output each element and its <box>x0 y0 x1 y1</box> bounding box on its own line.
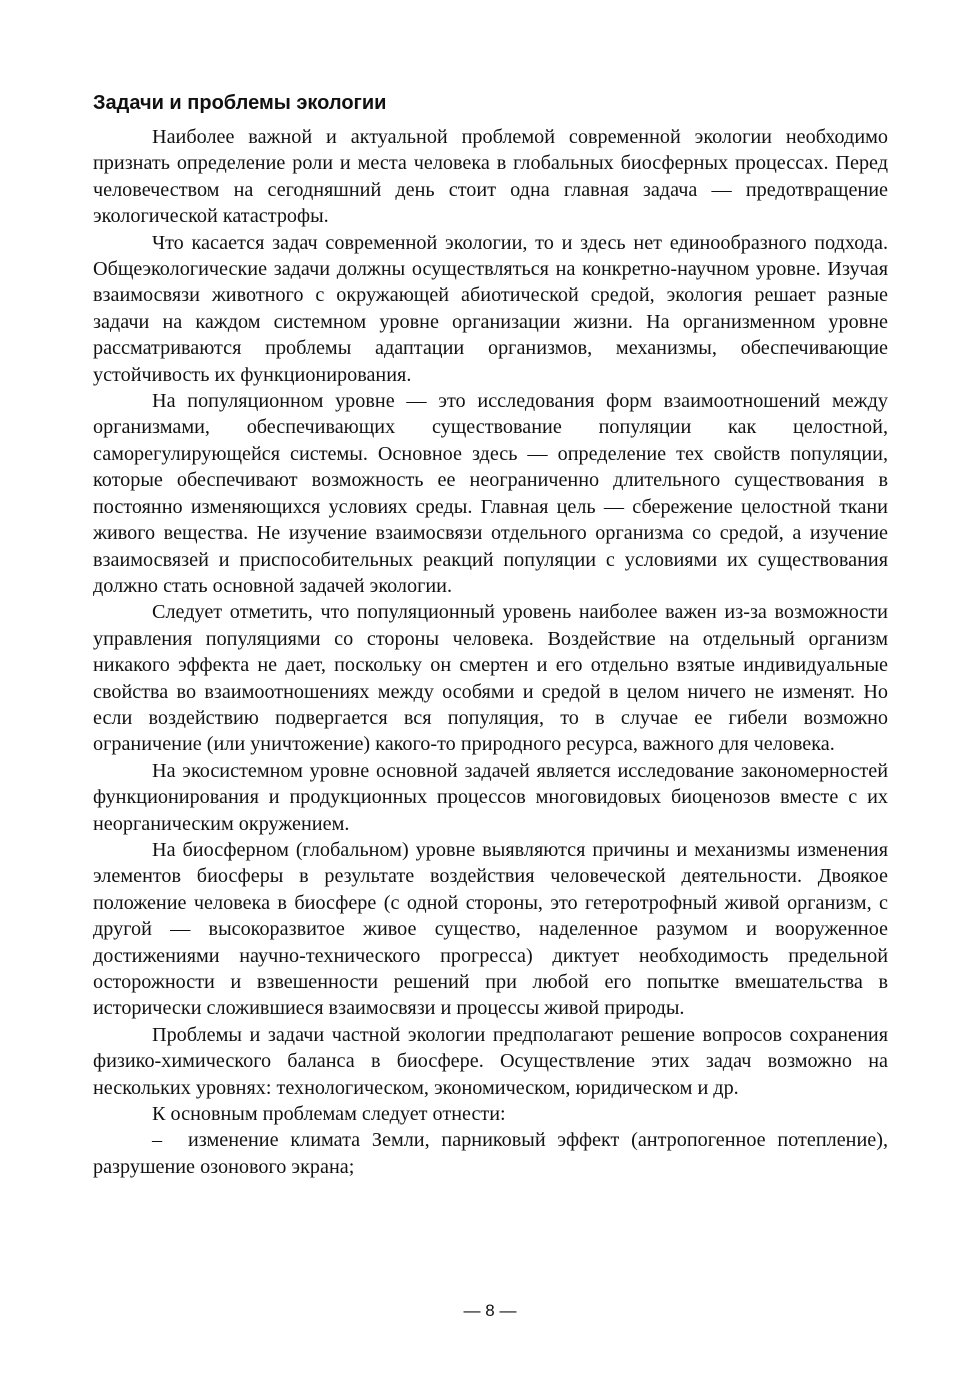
page-body <box>93 88 888 1180</box>
list-dash: – <box>152 1129 163 1152</box>
paragraph-8: К основным проблемам следует отнести: <box>152 1103 506 1126</box>
paragraph-6: На биосферном (глобальном) уровне выявляются причины и механизмы изменения элементов биосферы в результате воздействия человеческой деятельности. Двоякое положение человека в биосфере (с одной стороны, это гетеротрофный живой организм, с другой — высокоразвитое живое существо, наделенное разумом и вооруженное достижениями научно-технического прогресса) диктует необходимость предельной осторожности и взвешенности решений при любой его попытке вмешательства в исторически сложившиеся взаимосвязи и процессы живой природы. <box>93 838 888 1020</box>
paragraph-5: На экосистемном уровне основной задачей является исследование закономерностей функционирования и продукционных процессов многовидовых биоценозов вместе с их неорганическим окружением. <box>93 759 888 835</box>
page-number: — 8 — <box>463 1301 517 1320</box>
list-item-text: изменение климата Земли, парниковый эффект (антропогенное потепление), разрушение озонового экрана; <box>93 1129 888 1178</box>
list-item <box>93 1127 888 1180</box>
paragraph-1: Наиболее важной и актуальной проблемой современной экологии необходимо признать определение роли и места человека в глобальных биосферных процессах. Перед человечеством на сегодняшний день стоит одна главная задача — предотвращение экологической катастрофы. <box>93 126 888 228</box>
section-heading: Задачи и проблемы экологии <box>93 92 387 114</box>
paragraph-7: Проблемы и задачи частной экологии предполагают решение вопросов сохранения физико-химического баланса в биосфере. Осуществление этих задач возможно на нескольких уровнях: технологическом, экономическом, юридическом и др. <box>93 1023 888 1099</box>
paragraph-4: Следует отметить, что популяционный уровень наиболее важен из-за возможности управления популяциями со стороны человека. Воздействие на отдельный организм никакого эффекта не дает, поскольку он смертен и его отдельно взятые индивидуальные свойства во взаимоотношениях между особями и средой в целом ничего не изменят. Но если воздействию подвергается вся популяция, то в случае ее гибели возможно ограничение (или уничтожение) какого-то природного ресурса, важного для человека. <box>93 601 888 756</box>
paragraph-3: На популяционном уровне — это исследования форм взаимоотношений между организмами, обеспечивающих существование популяции как целостной, саморегулирующейся системы. Основное здесь — определение тех свойств популяции, которые обеспечивают возможность ее неограниченно длительного существования в постоянно изменяющихся условиях среды. Главная цель — сбережение целостной ткани живого вещества. Не изучение взаимосвязи отдельного организма со средой, а изучение взаимосвязей и приспособительных реакций популяции с условиями их существования должно стать основной задачей экологии. <box>93 390 888 597</box>
paragraph-2: Что касается задач современной экологии, то и здесь нет единообразного подхода. Общеэкологические задачи должны осуществляться на конкретно-научном уровне. Изучая взаимосвязи животного с окружающей абиотической средой, экология решает разные задачи на каждом системном уровне организации жизни. На организменном уровне рассматриваются проблемы адаптации организмов, механизмы, обеспечивающие устойчивость их функционирования. <box>93 231 888 386</box>
